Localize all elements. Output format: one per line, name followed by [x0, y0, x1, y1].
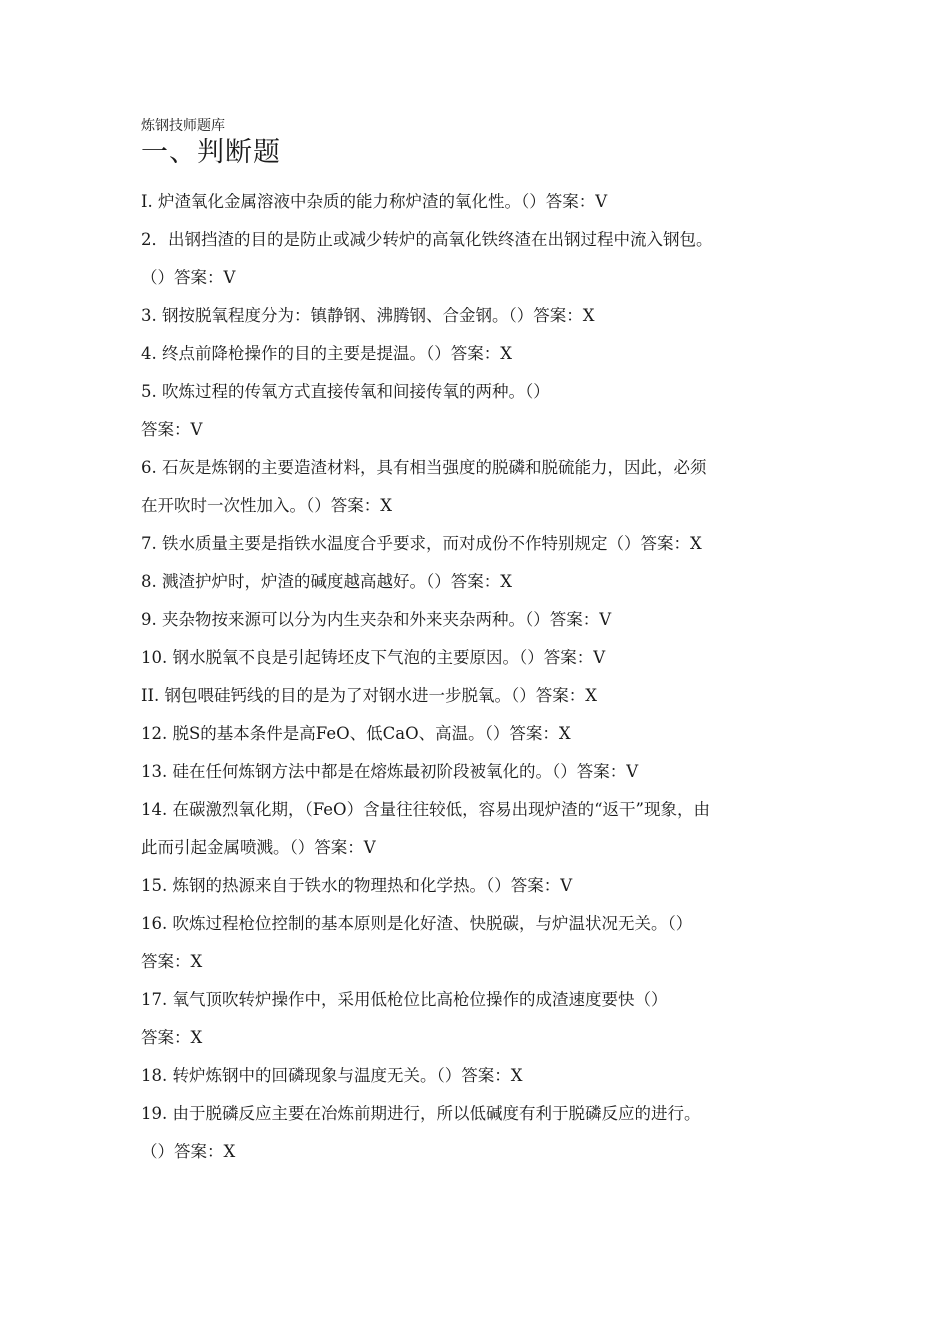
question-line: I. 炉渣氧化金属溶液中杂质的能力称炉渣的氧化性。（）答案：V [141, 192, 608, 211]
question-line: 答案：X [141, 1028, 203, 1047]
question-line: 14. 在碳激烈氧化期，（FeO）含量往往较低，容易出现炉渣的“返干”现象，由 [141, 800, 710, 819]
question-line: 7. 铁水质量主要是指铁水温度合乎要求，而对成份不作特别规定（）答案：X [141, 534, 702, 553]
question-line: 13. 硅在任何炼钢方法中都是在熔炼最初阶段被氧化的。（）答案：V [141, 762, 639, 781]
question-line: 12. 脱S的基本条件是高FeO、低CaO、高温。（）答案：X [141, 724, 571, 743]
question-line: 此而引起金属喷溅。（）答案：V [141, 838, 376, 857]
question-line: 8. 溅渣护炉时，炉渣的碱度越高越好。（）答案：X [141, 572, 512, 591]
question-line: 答案：X [141, 952, 203, 971]
question-line: 3. 钢按脱氧程度分为：镇静钢、沸腾钢、合金钢。（）答案：X [141, 306, 595, 325]
question-line: II. 钢包喂硅钙线的目的是为了对钢水进一步脱氧。（）答案：X [141, 686, 598, 705]
question-line: 5. 吹炼过程的传氧方式直接传氧和间接传氧的两种。（） [141, 382, 550, 401]
question-line: 16. 吹炼过程枪位控制的基本原则是化好渣、快脱碳，与炉温状况无关。（） [141, 914, 693, 933]
question-line: 19. 由于脱磷反应主要在冶炼前期进行，所以低碱度有利于脱磷反应的进行。 [141, 1104, 701, 1123]
question-line: 2．出钢挡渣的目的是防止或减少转炉的高氧化铁终渣在出钢过程中流入钢包。 [141, 230, 713, 249]
question-line: 10. 钢水脱氧不良是引起铸坯皮下气泡的主要原因。（）答案：V [141, 648, 606, 667]
question-line: 答案：V [141, 420, 203, 439]
question-line: 4. 终点前降枪操作的目的主要是提温。（）答案：X [141, 344, 512, 363]
question-line: 6. 石灰是炼钢的主要造渣材料，具有相当强度的脱磷和脱硫能力，因此，必须 [141, 458, 707, 477]
question-line: 9. 夹杂物按来源可以分为内生夹杂和外来夹杂两种。（）答案：V [141, 610, 612, 629]
question-line: 在开吹时一次性加入。（）答案：X [141, 496, 392, 515]
document-title: 炼钢技师题库 [141, 118, 225, 134]
section-heading: 一、判断题 [141, 137, 281, 168]
question-line: 15. 炼钢的热源来自于铁水的物理热和化学热。（）答案：V [141, 876, 573, 895]
question-line: （）答案：X [141, 1142, 236, 1161]
question-line: （）答案：V [141, 268, 236, 287]
question-line: 18. 转炉炼钢中的回磷现象与温度无关。（）答案：X [141, 1066, 523, 1085]
question-line: 17. 氧气顶吹转炉操作中，采用低枪位比高枪位操作的成渣速度要快（） [141, 990, 668, 1009]
